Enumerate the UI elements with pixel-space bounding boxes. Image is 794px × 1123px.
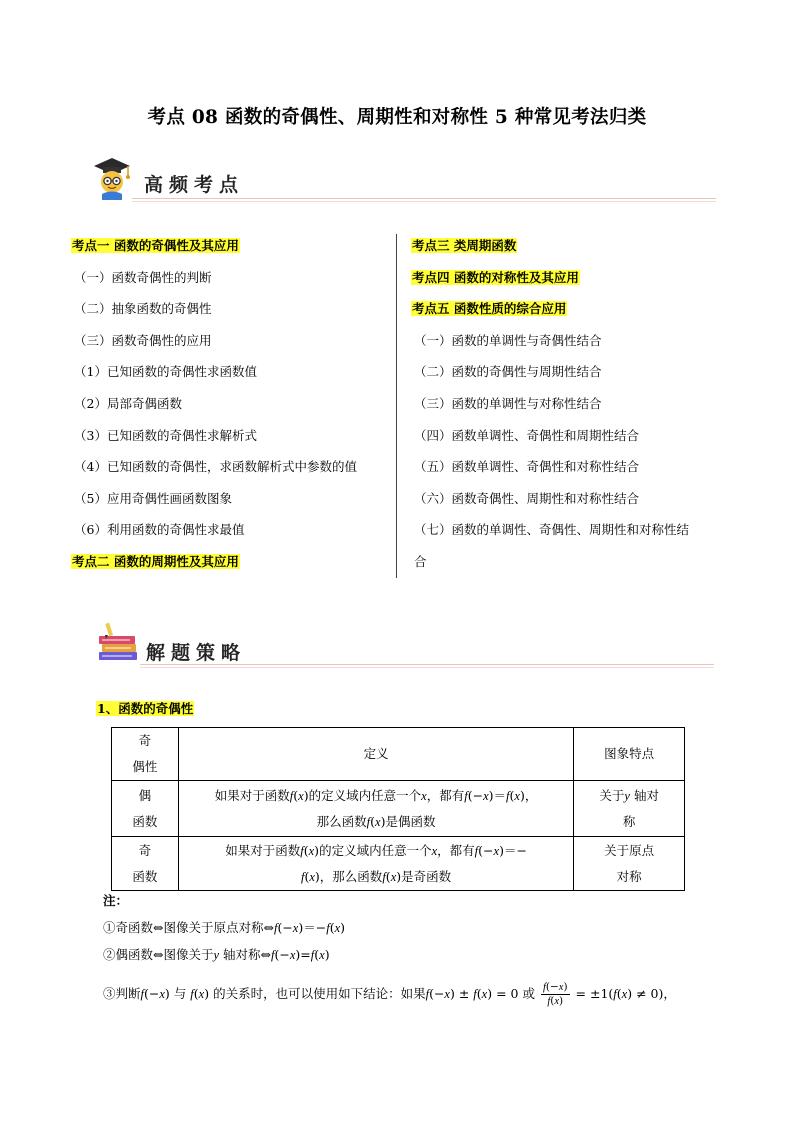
header-cell-parity — [112, 728, 179, 781]
section-heading — [96, 701, 194, 717]
topic-item — [74, 396, 182, 412]
definition-line: 那么函数f(x)是偶函数 — [316, 813, 436, 829]
section-heading-text: 1、函数的奇偶性 — [97, 701, 194, 716]
banner-high-frequency — [92, 156, 716, 206]
topic-heading — [71, 238, 240, 254]
text: 如果对于函数 — [225, 842, 301, 858]
topic-text: 考点一 函数的奇偶性及其应用 — [72, 238, 239, 253]
text: 或 — [518, 986, 539, 1001]
parity-definition-table — [111, 727, 685, 891]
banner-divider — [140, 664, 714, 665]
topic-item — [414, 333, 602, 349]
graduation-cap-student-icon — [92, 156, 132, 200]
topic-heading — [411, 301, 567, 317]
topic-item — [74, 270, 212, 286]
topic-item — [74, 301, 212, 317]
text: 轴对 — [629, 787, 659, 803]
topic-text: （三）函数的单调性与对称性结合 — [414, 396, 602, 411]
definition-line: 如果对于函数f(x)的定义域内任意一个x，都有f(−x)＝− — [225, 842, 527, 858]
text: 的关系时，也可以使用如下结论：如果 — [209, 986, 426, 1001]
text: 如果对于函数 — [214, 787, 290, 803]
text: ，都有 — [437, 842, 475, 858]
row-type-text: 函数 — [132, 868, 158, 884]
topic-text: （3）已知函数的奇偶性求解析式 — [74, 427, 257, 443]
graph-line: 对称 — [616, 868, 642, 884]
topic-heading — [411, 238, 517, 254]
topic-text: （2）局部奇偶函数 — [74, 396, 182, 411]
topic-item — [74, 491, 232, 507]
page-title: 考点 08 函数的奇偶性、周期性和对称性 5 种常见考法归类 — [147, 107, 647, 128]
topic-text: （五）函数单调性、奇偶性和对称性结合 — [414, 459, 640, 475]
topic-text: （三）函数奇偶性的应用 — [74, 332, 212, 348]
topic-text: （六）函数奇偶性、周期性和对称性结合 — [414, 490, 640, 506]
note-judgment-rule: ③判断f(−x) 与 f(x) 的关系时，也可以使用如下结论：如果f(−x) ± f(x) = 0 或 $\frac{f(-x)}{f(x)}$ = ±1(f(x) ≠ 0)， — [103, 981, 676, 1007]
row-type-text: 偶 — [138, 787, 152, 803]
graph-line: 称 — [622, 813, 636, 829]
topic-heading — [71, 554, 240, 570]
text: 的定义域内任意一个 — [319, 842, 432, 858]
text: y — [624, 788, 630, 803]
banner-strategy-label: 解题策略 — [146, 642, 247, 664]
row-definition-cell — [178, 837, 574, 891]
topic-item — [74, 459, 357, 475]
row-type-text: 奇 — [138, 842, 152, 858]
topic-text: （一）函数奇偶性的判断 — [74, 269, 212, 285]
row-type-text: 函数 — [132, 813, 158, 829]
topic-text: （5）应用奇偶性画函数图象 — [74, 490, 232, 506]
topic-item — [414, 396, 602, 412]
notes-label: 注： — [103, 893, 129, 908]
header-cell-graph: 图象特点 — [574, 728, 685, 781]
text: 是奇函数 — [401, 868, 452, 884]
topic-text: 考点四 函数的对称性及其应用 — [412, 269, 579, 285]
topic-item — [74, 522, 244, 538]
topic-text: 合 — [414, 554, 427, 569]
note-even-function: ②偶函数⇔图像关于y 轴对称⇔f(−x)=f(x) — [103, 947, 330, 962]
text: ， — [663, 986, 676, 1001]
topic-item — [414, 428, 639, 444]
note-odd-function: ①奇函数⇔图像关于原点对称⇔f(−x)＝−f(x) — [103, 920, 346, 935]
text: 是偶函数 — [385, 813, 436, 829]
text: ， — [524, 787, 538, 803]
text: 与 — [169, 986, 191, 1001]
books-pencil-icon — [96, 622, 140, 666]
row-type-cell — [112, 781, 179, 837]
column-divider — [396, 234, 397, 578]
topic-text: （二）抽象函数的奇偶性 — [74, 301, 212, 317]
topic-text: （一）函数的单调性与奇偶性结合 — [414, 332, 602, 348]
header-cell-definition: 定义 — [178, 728, 574, 781]
text: 那么函数 — [316, 813, 367, 829]
topic-item — [414, 491, 639, 507]
row-graph-cell — [574, 781, 685, 837]
text: 的定义域内任意一个 — [308, 787, 422, 803]
topic-text: （七）函数的单调性、奇偶性、周期性和对称性结 — [414, 522, 690, 538]
definition-line: 如果对于函数f(x)的定义域内任意一个x，都有f(−x)＝f(x)， — [214, 787, 538, 803]
banner-divider — [132, 201, 716, 202]
topic-item — [414, 554, 427, 570]
graph-line — [574, 783, 684, 809]
topic-item — [414, 364, 602, 380]
banner-divider — [132, 198, 716, 199]
header-cell-text: 偶性 — [132, 759, 158, 774]
text: 关于 — [599, 787, 625, 803]
text: ①奇函数⇔图像关于原点对称⇔ — [103, 920, 274, 935]
topic-text: （1）已知函数的奇偶性求函数值 — [74, 364, 257, 380]
header-cell-text: 奇 — [138, 733, 152, 748]
row-type-cell — [112, 837, 179, 891]
graph-line: 关于原点 — [604, 842, 655, 858]
topic-item — [74, 364, 257, 380]
topic-heading — [411, 270, 580, 286]
banner-strategy — [96, 620, 714, 672]
topic-text: （四）函数单调性、奇偶性和周期性结合 — [414, 427, 640, 443]
topic-text: 考点五 函数性质的综合应用 — [412, 301, 567, 317]
text: ②偶函数⇔图像关于 — [103, 947, 214, 962]
table-row — [112, 781, 685, 837]
topic-text: （6）利用函数的奇偶性求最值 — [74, 522, 245, 538]
ratio-fraction: $\frac{f(-x)}{f(x)}$ — [542, 981, 568, 1007]
topic-text: （二）函数的奇偶性与周期性结合 — [414, 364, 602, 380]
banner-high-frequency-label: 高频考点 — [144, 174, 245, 196]
table-header-row — [112, 728, 685, 781]
topic-item — [74, 333, 212, 349]
text: ③判断 — [103, 986, 141, 1001]
banner-divider — [140, 667, 714, 668]
topic-item — [414, 459, 639, 475]
topic-text: 考点三 类周期函数 — [412, 238, 517, 253]
topic-text: （4）已知函数的奇偶性，求函数解析式中参数的值 — [74, 459, 357, 475]
topic-item — [414, 522, 689, 538]
row-graph-cell — [574, 837, 685, 891]
definition-line: f(x)，那么函数f(x)是奇函数 — [300, 868, 452, 884]
table-row — [112, 837, 685, 891]
text: ，都有 — [426, 787, 465, 803]
row-definition-cell — [178, 781, 574, 837]
text: ，那么函数 — [319, 868, 383, 884]
text: 轴对称⇔ — [219, 947, 271, 962]
text: y — [213, 948, 220, 962]
topic-text: 考点二 函数的周期性及其应用 — [72, 554, 239, 569]
topic-item — [74, 428, 257, 444]
